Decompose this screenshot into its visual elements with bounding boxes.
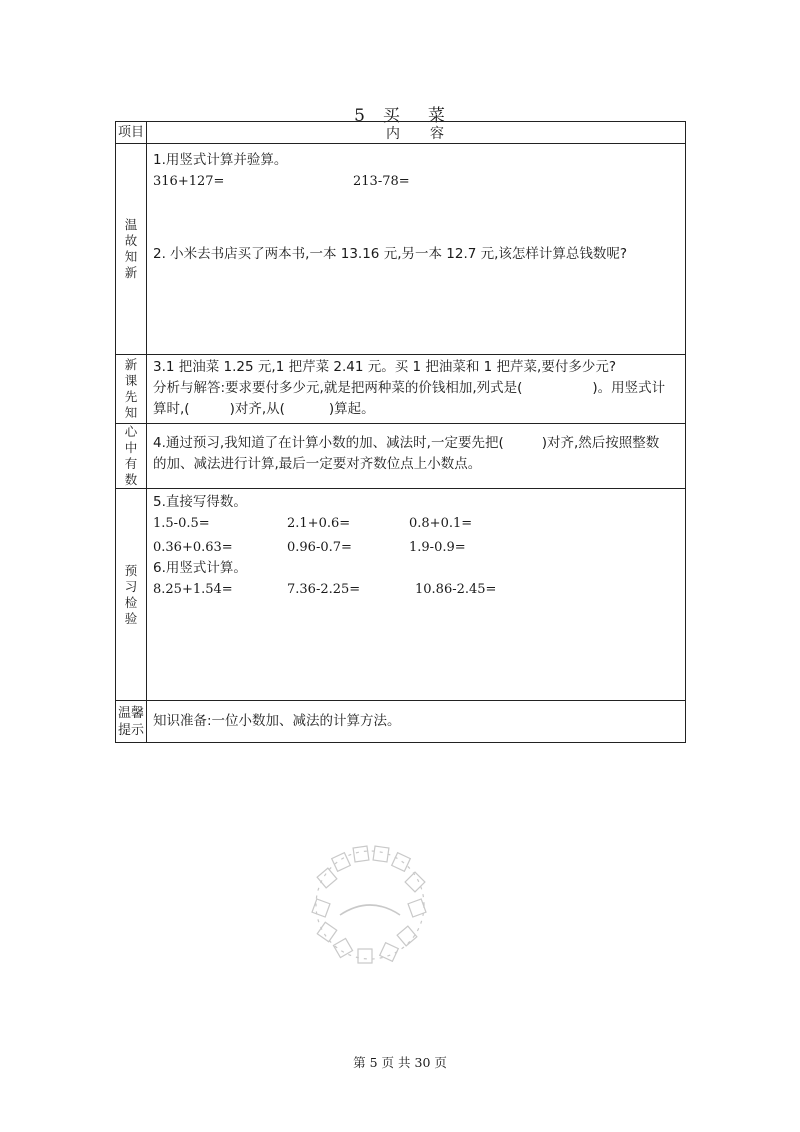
label-newlesson: 新 课 先 知 (116, 355, 147, 424)
label-tips: 温馨 提示 (116, 701, 147, 743)
content-tips (147, 701, 686, 743)
header-content-b: 容 (430, 125, 446, 142)
q5-row-2 (153, 537, 679, 558)
q3-text: 3.1 把油菜 1.25 元,1 把芹菜 2.41 元。买 1 把油菜和 1 把芹菜,要付多少元? (153, 359, 617, 375)
q2-text: 2. 小米去书店买了两本书,一本 13.16 元,另一本 12.7 元,该怎样计算总钱数呢? (153, 246, 628, 262)
label-review: 温 故 知 新 (116, 144, 147, 355)
page-number: 5 (369, 1055, 378, 1070)
label-preview: 预 习 检 验 (116, 489, 147, 701)
q1-problem-b: 213-78= (353, 174, 410, 189)
page-footer: 第 5 页 共 30 页 (353, 1055, 447, 1070)
tips-text: 知识准备:一位小数加、减法的计算方法。 (153, 713, 401, 729)
q6-row (153, 579, 679, 600)
q5-problem: 0.36+0.63= (153, 540, 233, 555)
page-total: 30 (414, 1055, 431, 1070)
section-preview (116, 489, 686, 701)
q1-title: 1.用竖式计算并验算。 (153, 152, 288, 168)
q4-line-1: 4.通过预习,我知道了在计算小数的加、减法时,一定要先把( )对齐,然后按照整数 (153, 435, 660, 451)
analysis-line-2: 算时,( )对齐,从( )算起。 (153, 401, 375, 417)
q5-problem: 0.8+0.1= (409, 516, 473, 531)
q6-problem: 8.25+1.54= (153, 582, 233, 597)
q1-problems (153, 171, 679, 192)
title-word-2: 菜 (427, 106, 447, 126)
section-review (116, 144, 686, 355)
header-project: 项目 (116, 122, 147, 144)
section-heart (116, 424, 686, 489)
content-preview (147, 489, 686, 701)
q5-title: 5.直接写得数。 (153, 494, 247, 510)
q5-row-1 (153, 513, 679, 534)
q5-problem: 2.1+0.6= (287, 516, 351, 531)
worksheet-table (115, 121, 686, 743)
header-row (116, 122, 686, 144)
content-newlesson (147, 355, 686, 424)
lesson-number: 5 (354, 106, 367, 126)
q4-line-2: 的加、减法进行计算,最后一定要对齐数位点上小数点。 (153, 456, 482, 472)
q5-problem: 1.5-0.5= (153, 516, 210, 531)
analysis-line-1: 分析与解答:要求要付多少元,就是把两种菜的价钱相加,列式是( )。用竖式计 (153, 380, 666, 396)
label-heart: 心 中 有 数 (116, 424, 147, 489)
q5-problem: 0.96-0.7= (287, 540, 352, 555)
section-newlesson (116, 355, 686, 424)
q1-problem-a: 316+127= (153, 174, 225, 189)
q6-problem: 7.36-2.25= (287, 582, 361, 597)
title-word-1: 买 (382, 106, 402, 126)
header-content-a: 内 (386, 125, 402, 142)
watermark-stamp-icon (300, 835, 440, 975)
content-review (147, 144, 686, 355)
q6-problem: 10.86-2.45= (415, 582, 497, 597)
q5-problem: 1.9-0.9= (409, 540, 466, 555)
content-heart (147, 424, 686, 489)
header-content (147, 122, 686, 144)
q6-title: 6.用竖式计算。 (153, 560, 247, 576)
section-tips (116, 701, 686, 743)
